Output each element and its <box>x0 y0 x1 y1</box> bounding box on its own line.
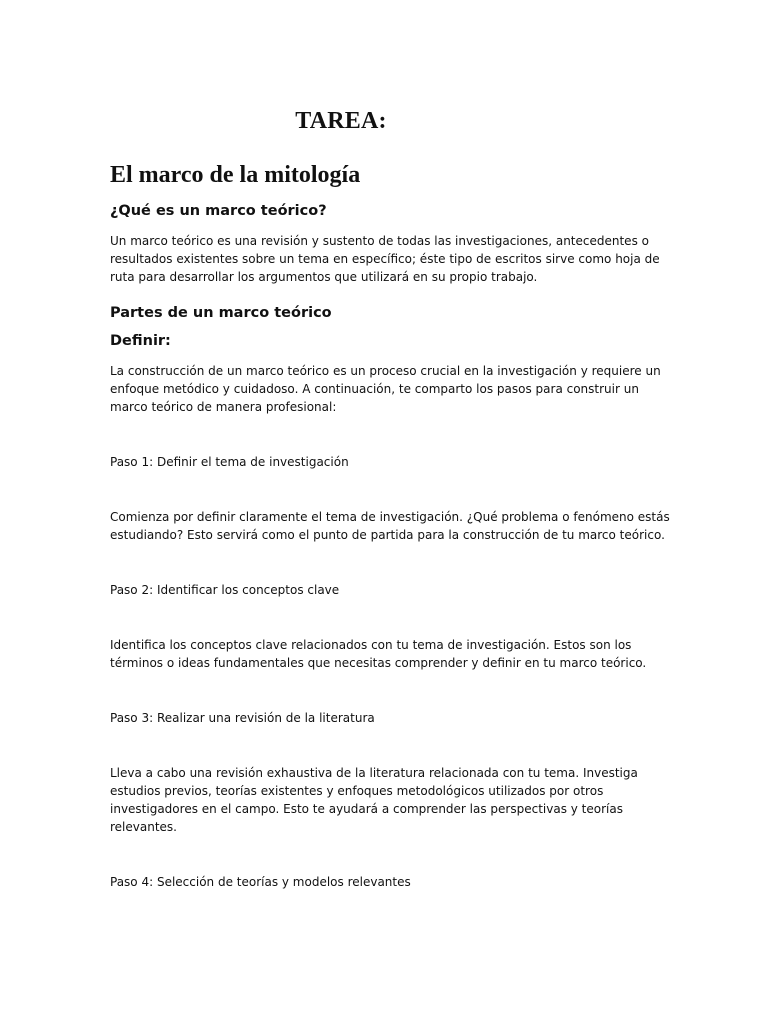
question-heading: ¿Qué es un marco teórico? <box>110 203 327 219</box>
document-title: TAREA: <box>295 108 387 134</box>
intro-paragraph: La construcción de un marco teórico es un proceso crucial en la investigación y requiere un enfoque metódico y cuidadoso. A continuación, te comparto los pasos para construir un marco teórico de manera profesional: <box>110 364 661 414</box>
step-title: Paso 3: Realizar una revisión de la literatura <box>110 711 375 725</box>
definition-paragraph: Un marco teórico es una revisión y sustento de todas las investigaciones, antecedentes o resultados existentes sobre un tema en específico; éste tipo de escritos sirve como hoja de ruta para desarrollar los argumentos que utilizará en su propio trabajo. <box>110 234 660 284</box>
step-title: Paso 2: Identificar los conceptos clave <box>110 583 340 597</box>
define-heading: Definir: <box>110 333 171 349</box>
parts-heading: Partes de un marco teórico <box>110 305 332 321</box>
step-title: Paso 4: Selección de teorías y modelos relevantes <box>110 875 411 889</box>
document-body <box>110 158 670 928</box>
step-title: Paso 1: Definir el tema de investigación <box>110 455 349 469</box>
step-body: Comienza por definir claramente el tema de investigación. ¿Qué problema o fenómeno estás estudiando? Esto servirá como el punto de partida para la construcción de tu marco teórico. <box>110 510 670 542</box>
main-heading: El marco de la mitología <box>110 162 361 188</box>
step-body: Lleva a cabo una revisión exhaustiva de la literatura relacionada con tu tema. Investiga estudios previos, teorías existentes y enfoques metodológicos utilizados por otros investigadores en el campo. Esto te ayudará a comprender las perspectivas y teorías relevantes. <box>110 766 638 834</box>
step-body: Identifica los conceptos clave relacionados con tu tema de investigación. Estos son los términos o ideas fundamentales que necesitas comprender y definir en tu marco teórico. <box>110 638 647 670</box>
